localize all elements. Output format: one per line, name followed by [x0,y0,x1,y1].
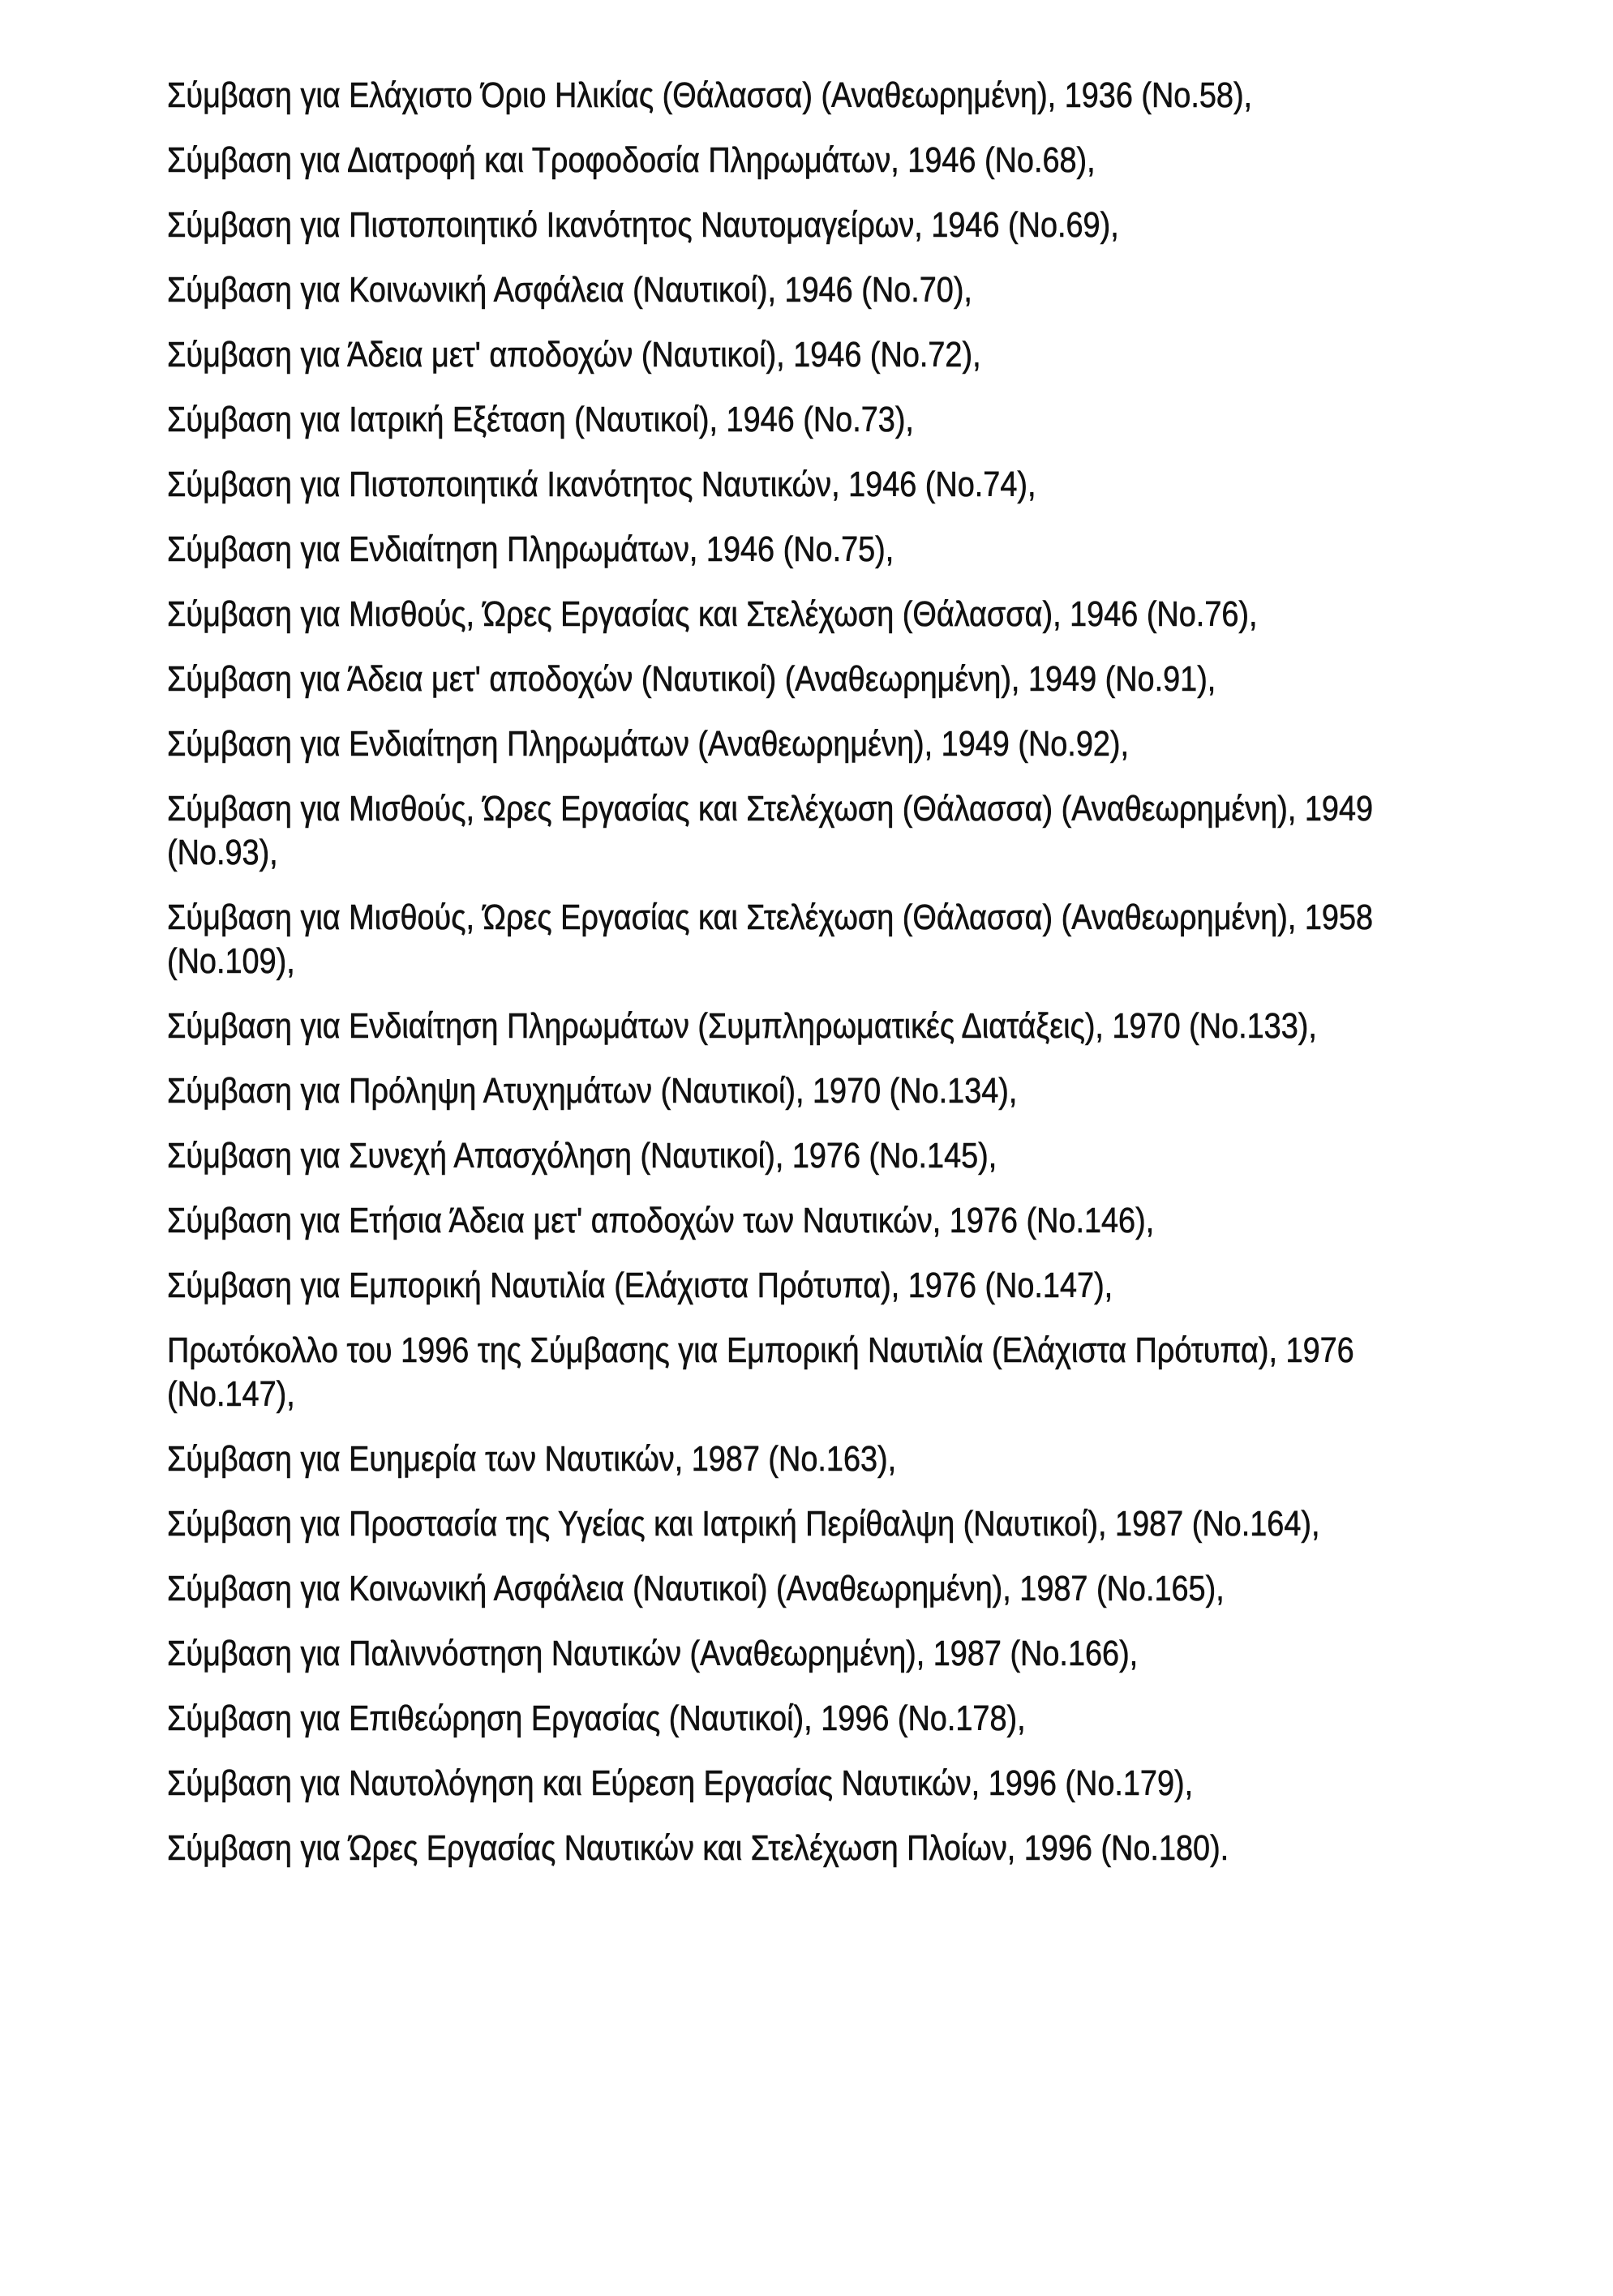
convention-entry [167,1437,1373,1481]
entry-text-line: Σύμβαση για Άδεια μετ' αποδοχών (Ναυτικοί), 1946 (No.72), [167,335,981,375]
entry-text-line: (No.93), [167,833,278,872]
convention-entry [167,398,1373,442]
convention-entry [167,333,1373,377]
entry-text-line: Σύμβαση για Κοινωνική Ασφάλεια (Ναυτικοί) (Αναθεωρημένη), 1987 (No.165), [167,1569,1225,1608]
entry-text-line: (No.109), [167,941,295,981]
entry-text-line: Σύμβαση για Ετήσια Άδεια μετ' αποδοχών των Ναυτικών, 1976 (No.146), [167,1201,1155,1240]
convention-entry [167,1069,1373,1113]
convention-entry [167,1697,1373,1741]
entry-text-line: Σύμβαση για Ώρες Εργασίας Ναυτικών και Στελέχωση Πλοίων, 1996 (No.180). [167,1828,1229,1868]
convention-entry [167,1264,1373,1308]
entry-text-line: Σύμβαση για Ευημερία των Ναυτικών, 1987 (No.163), [167,1439,897,1479]
convention-entry [167,268,1373,312]
entry-text-line: Σύμβαση για Μισθούς, Ώρες Εργασίας και Στελέχωση (Θάλασσα) (Αναθεωρημένη), 1958 [167,897,1374,937]
convention-entry [167,139,1373,182]
entry-text-line: Σύμβαση για Μισθούς, Ώρες Εργασίας και Στελέχωση (Θάλασσα), 1946 (No.76), [167,594,1258,634]
convention-entry [167,1567,1373,1611]
convention-entry [167,528,1373,572]
convention-entry [167,1762,1373,1806]
entry-text-line: Σύμβαση για Επιθεώρηση Εργασίας (Ναυτικοί), 1996 (No.178), [167,1698,1026,1738]
convention-entry [167,203,1373,247]
convention-entry [167,658,1373,701]
entry-text-line: Σύμβαση για Πιστοποιητικό Ικανότητος Ναυτομαγείρων, 1946 (No.69), [167,205,1119,245]
convention-entry [167,896,1373,983]
entry-text-line: Σύμβαση για Προστασία της Υγείας και Ιατρική Περίθαλψη (Ναυτικοί), 1987 (No.164), [167,1504,1320,1544]
convention-entry [167,593,1373,636]
convention-entry [167,1632,1373,1676]
entry-text-line: Σύμβαση για Ναυτολόγηση και Εύρεση Εργασίας Ναυτικών, 1996 (No.179), [167,1763,1194,1803]
entry-text-line: Σύμβαση για Κοινωνική Ασφάλεια (Ναυτικοί), 1946 (No.70), [167,270,972,310]
convention-entry [167,463,1373,507]
entry-text-line: Σύμβαση για Ιατρική Εξέταση (Ναυτικοί), 1946 (No.73), [167,400,914,439]
entry-text-line: Σύμβαση για Πιστοποιητικά Ικανότητος Ναυτικών, 1946 (No.74), [167,465,1036,504]
convention-entry [167,787,1373,875]
entry-text-line: Σύμβαση για Ενδιαίτηση Πληρωμάτων, 1946 (No.75), [167,529,894,569]
entry-text-line: Σύμβαση για Άδεια μετ' αποδοχών (Ναυτικοί) (Αναθεωρημένη), 1949 (No.91), [167,659,1216,699]
convention-entry [167,74,1373,118]
entry-text-line: Σύμβαση για Ελάχιστο Όριο Ηλικίας (Θάλασσα) (Αναθεωρημένη), 1936 (No.58), [167,75,1253,115]
convention-entry [167,1827,1373,1870]
entry-text-line: Πρωτόκολλο του 1996 της Σύμβασης για Εμπορική Ναυτιλία (Ελάχιστα Πρότυπα), 1976 [167,1330,1354,1370]
entry-text-line: Σύμβαση για Ενδιαίτηση Πληρωμάτων (Συμπληρωματικές Διατάξεις), 1970 (No.133), [167,1006,1317,1046]
convention-entry [167,1199,1373,1243]
convention-entry [167,1134,1373,1178]
convention-entry [167,722,1373,766]
entry-text-line: Σύμβαση για Εμπορική Ναυτιλία (Ελάχιστα Πρότυπα), 1976 (No.147), [167,1266,1113,1305]
entry-text-line: Σύμβαση για Πρόληψη Ατυχημάτων (Ναυτικοί), 1970 (No.134), [167,1071,1018,1111]
convention-entry [167,1502,1373,1546]
entry-text-line: Σύμβαση για Συνεχή Απασχόληση (Ναυτικοί), 1976 (No.145), [167,1136,997,1176]
entry-text-line: Σύμβαση για Ενδιαίτηση Πληρωμάτων (Αναθεωρημένη), 1949 (No.92), [167,724,1130,764]
convention-entry [167,1004,1373,1048]
entry-text-line: Σύμβαση για Παλιννόστηση Ναυτικών (Αναθεωρημένη), 1987 (No.166), [167,1634,1139,1673]
entry-text-line: Σύμβαση για Μισθούς, Ώρες Εργασίας και Στελέχωση (Θάλασσα) (Αναθεωρημένη), 1949 [167,789,1374,829]
convention-list [167,74,1373,1891]
convention-entry [167,1329,1373,1416]
entry-text-line: Σύμβαση για Διατροφή και Τροφοδοσία Πληρωμάτων, 1946 (No.68), [167,140,1096,180]
entry-text-line: (No.147), [167,1374,295,1414]
